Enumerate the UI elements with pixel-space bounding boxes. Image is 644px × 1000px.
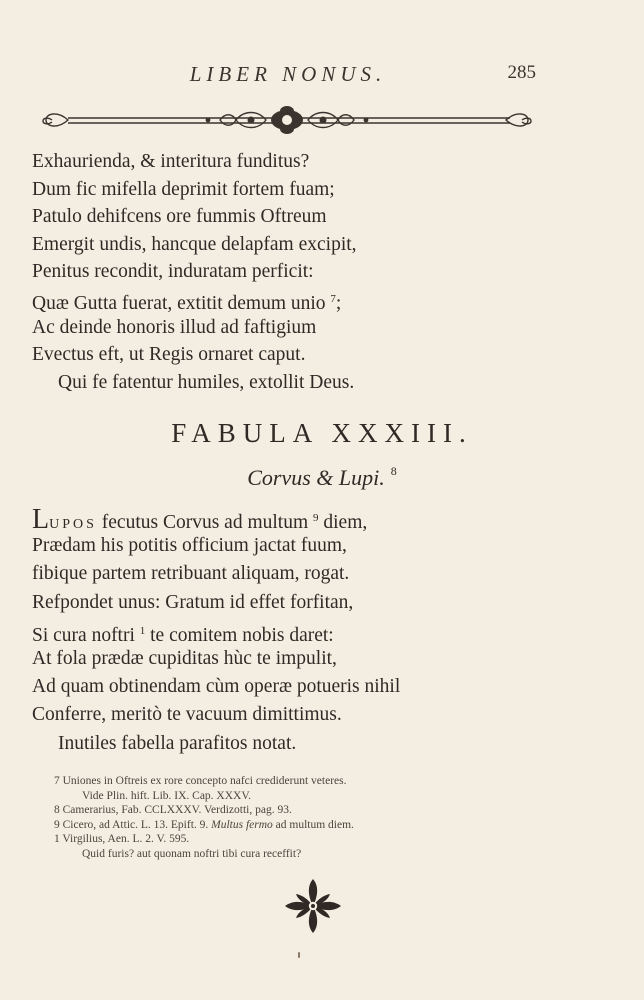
footnote xyxy=(54,832,554,847)
footnote-mark: 7 xyxy=(54,775,60,787)
footnote-mark: 8 xyxy=(54,804,60,817)
tailpiece-ornament-icon xyxy=(282,876,344,936)
footnote-text-italic: Multus fermo xyxy=(211,818,273,831)
verse-block-fable-33 xyxy=(32,504,592,758)
footnote-continuation: Quid furis? aut quonam noftri tibi cura receffit? xyxy=(82,847,302,860)
verse-line-punctuation: ; xyxy=(335,292,342,314)
footnote-mark: 9 xyxy=(54,818,60,831)
first-word-smallcaps: UPOS xyxy=(49,517,97,532)
moral-line: Inutiles fabella parafitos notat. xyxy=(58,732,297,754)
verse-line: Prædam his potitis officium jactat fuum, xyxy=(32,535,347,557)
footnote-ref: 9 xyxy=(313,512,319,524)
verse-line-text: Quæ Gutta fuerat, extitit demum unio xyxy=(32,292,326,314)
footnote-text: Camerarius, Fab. CCLXXXV. Verdizotti, pag. 93. xyxy=(62,804,292,817)
footnote-text: ad multum diem. xyxy=(275,818,354,831)
footnote xyxy=(54,774,554,789)
footnote-text: Cicero, ad Attic. L. 13. Epift. 9. xyxy=(62,818,209,831)
drop-cap: L xyxy=(32,504,50,535)
footnote-continuation: Vide Plin. hift. Lib. IX. Cap. XXXV. xyxy=(82,789,252,802)
verse-line: Ad quam obtinendam cùm operæ potueris nihil xyxy=(32,676,401,698)
verse-line-text: fecutus Corvus ad multum xyxy=(101,512,309,533)
fable-heading: FABULA XXXIII. xyxy=(171,418,473,448)
verse-line-text: Si cura noftri xyxy=(32,624,135,646)
footnotes xyxy=(54,774,554,862)
running-title: LIBER NONUS. xyxy=(189,62,387,86)
footnote-mark: 1 xyxy=(54,833,60,846)
page-number: 285 xyxy=(507,62,536,83)
verse-line xyxy=(32,286,592,314)
footnote-ref: 8 xyxy=(390,464,397,478)
verse-line: Patulo dehifcens ore fummis Oftreum xyxy=(32,206,327,228)
footnote-text: Virgilius, Aen. L. 2. V. 595. xyxy=(62,833,190,846)
verse-line xyxy=(32,617,592,645)
verse-line: fibique partem retribuant aliquam, rogat. xyxy=(32,563,350,585)
ink-speck xyxy=(298,952,300,958)
verse-line-text: te comitem nobis daret: xyxy=(150,624,334,646)
verse-line: Dum fic mifella deprimit fortem fuam; xyxy=(32,178,335,200)
fable-title-text: Corvus & Lupi. xyxy=(247,465,385,490)
fable-title xyxy=(0,464,644,491)
footnote-text: Uniones in Oftreis ex rore concepto nafci crediderunt veteres. xyxy=(62,775,347,787)
footnote-ref: 7 xyxy=(330,292,336,305)
verse-line: Ac deinde honoris illud ad faftigium xyxy=(32,316,317,338)
verse-line-text: diem, xyxy=(323,512,368,533)
headpiece-ornament-icon xyxy=(40,103,534,137)
verse-line: Conferre, meritò te vacuum dimittimus. xyxy=(32,704,342,726)
verse-line: At fola prædæ cupiditas hùc te impulit, xyxy=(32,647,337,669)
verse-line: Emergit undis, hancque delapfam excipit, xyxy=(32,233,357,255)
footnote xyxy=(54,803,554,818)
verse-line: Exhaurienda, & interitura funditus? xyxy=(32,151,310,172)
moral-line: Qui fe fatentur humiles, extollit Deus. xyxy=(58,371,355,393)
verse-block-fable-32-end xyxy=(32,148,592,396)
verse-line: Penitus recondit, induratam perficit: xyxy=(32,261,314,283)
verse-line: Refpondet unus: Gratum id effet forfitan, xyxy=(32,591,354,613)
verse-line: Evectus eft, ut Regis ornaret caput. xyxy=(32,344,306,366)
footnote-ref: 1 xyxy=(139,624,146,637)
verse-line xyxy=(32,504,592,535)
footnote xyxy=(54,818,554,833)
